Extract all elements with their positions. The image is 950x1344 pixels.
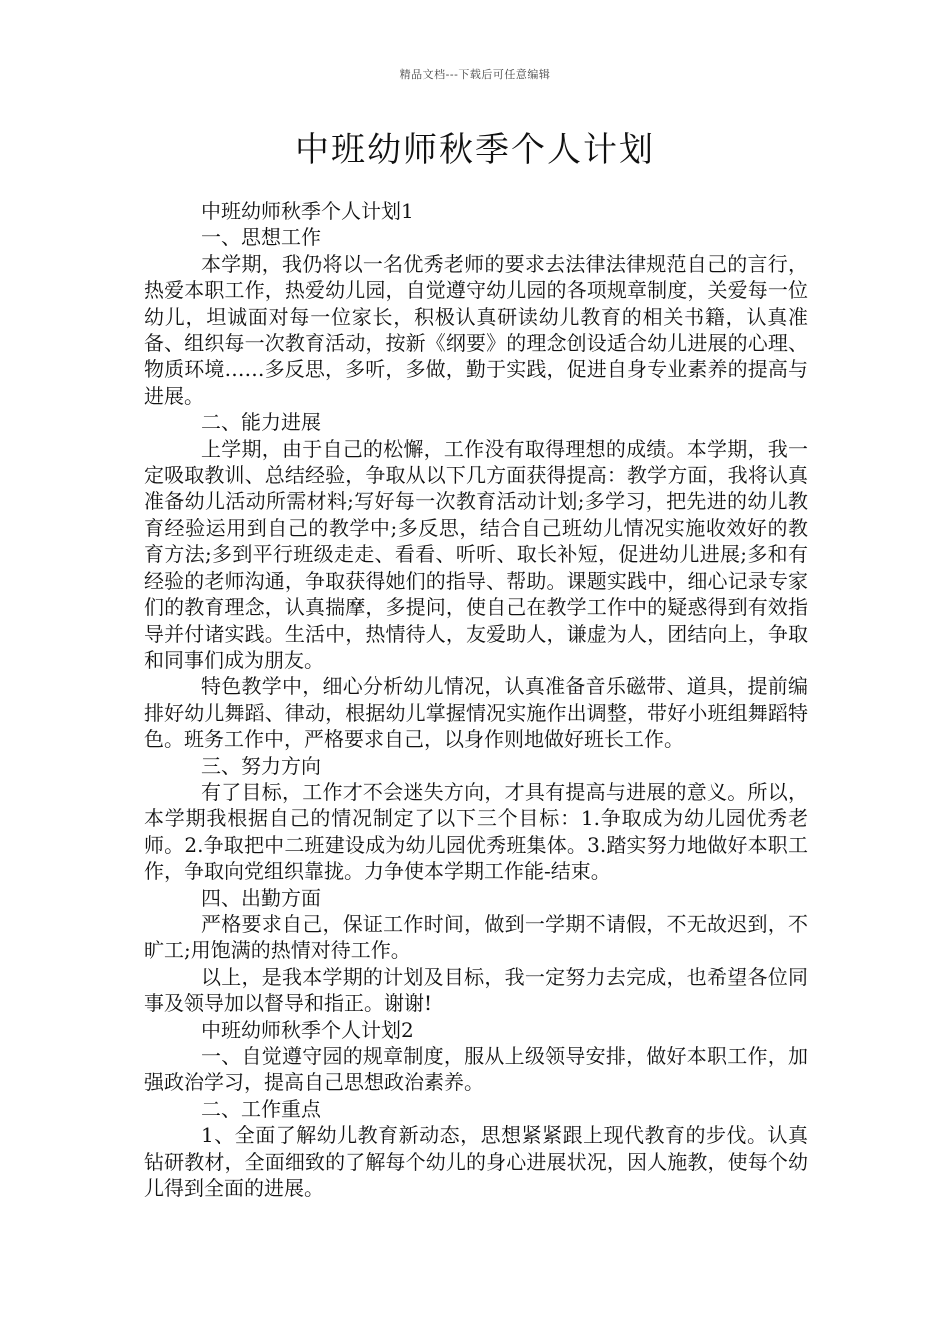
paragraph-ability: 上学期，由于自己的松懈，工作没有取得理想的成绩。本学期，我一定吸取教训、总结经验，争取从以下几方面获得提高：教学方面，我将认真准备幼儿活动所需材料;写好每一次教育活动计划;多学习，把先进的幼儿教育经验运用到自己的教学中;多反思，结合自己班幼儿情况实施收效好的教育方法;多到平行班级走走、看看、听听、取长补短，促进幼儿进展;多和有经验的老师沟通，争取获得她们的指导、帮助。课题实践中，细心记录专家们的教育理念，认真揣摩，多提问，使自己在教学工作中的疑惑得到有效指导并付诸实践。生活中，热情待人，友爱助人，谦虚为人，团结向上，争取和同事们成为朋友。: [144, 436, 808, 672]
header-note: 精品文档---下载后可任意编辑: [399, 68, 551, 81]
document-title: 中班幼师秋季个人计划: [295, 130, 655, 170]
plan-2-heading: 中班幼师秋季个人计划2: [201, 1017, 414, 1042]
paragraph-direction: 有了目标，工作才不会迷失方向，才具有提高与进展的意义。所以，本学期我根据自己的情况制定了以下三个目标：1.争取成为幼儿园优秀老师。2.争取把中二班建设成为幼儿园优秀班集体。3.踏实努力地做好本职工作，争取向党组织靠拢。力争使本学期工作能-结束。: [144, 779, 808, 884]
document-body: [144, 198, 808, 1201]
section-heading-direction: 三、努力方向: [201, 753, 321, 778]
paragraph-work-focus-1: 1、全面了解幼儿教育新动态，思想紧紧跟上现代教育的步伐。认真钻研教材，全面细致的了解每个幼儿的身心进展状况，因人施教，使每个幼儿得到全面的进展。: [144, 1123, 808, 1201]
paragraph-closing: 以上，是我本学期的计划及目标，我一定努力去完成，也希望各位同事及领导加以督导和指正。谢谢!: [144, 964, 808, 1016]
paragraph-attendance: 严格要求自己，保证工作时间，做到一学期不请假，不无故迟到，不旷工;用饱满的热情对待工作。: [144, 911, 808, 963]
section-heading-attendance: 四、出勤方面: [201, 885, 321, 910]
section-heading-work-focus: 二、工作重点: [201, 1096, 321, 1121]
paragraph-special-teaching: 特色教学中，细心分析幼儿情况，认真准备音乐磁带、道具，提前编排好幼儿舞蹈、律动，根据幼儿掌握情况实施作出调整，带好小班组舞蹈特色。班务工作中，严格要求自己，以身作则地做好班长工作。: [144, 674, 808, 752]
paragraph-plan2-item-1: 一、自觉遵守园的规章制度，服从上级领导安排，做好本职工作，加强政治学习，提高自己思想政治素养。: [144, 1044, 808, 1095]
section-heading-ability: 二、能力进展: [201, 410, 321, 435]
paragraph-thought-work: 本学期，我仍将以一名优秀老师的要求去法律法律规范自己的言行，热爱本职工作，热爱幼儿园，自觉遵守幼儿园的各项规章制度，关爱每一位幼儿，坦诚面对每一位家长，积极认真研读幼儿教育的相关书籍，认真准备、组织每一次教育活动，按新《纲要》的理念创设适合幼儿进展的心理、物质环境……多反思，多听，多做，勤于实践，促进自身专业素养的提高与进展。: [144, 251, 808, 408]
section-heading-thought-work: 一、思想工作: [201, 225, 321, 250]
plan-1-heading: 中班幼师秋季个人计划1: [201, 199, 414, 223]
